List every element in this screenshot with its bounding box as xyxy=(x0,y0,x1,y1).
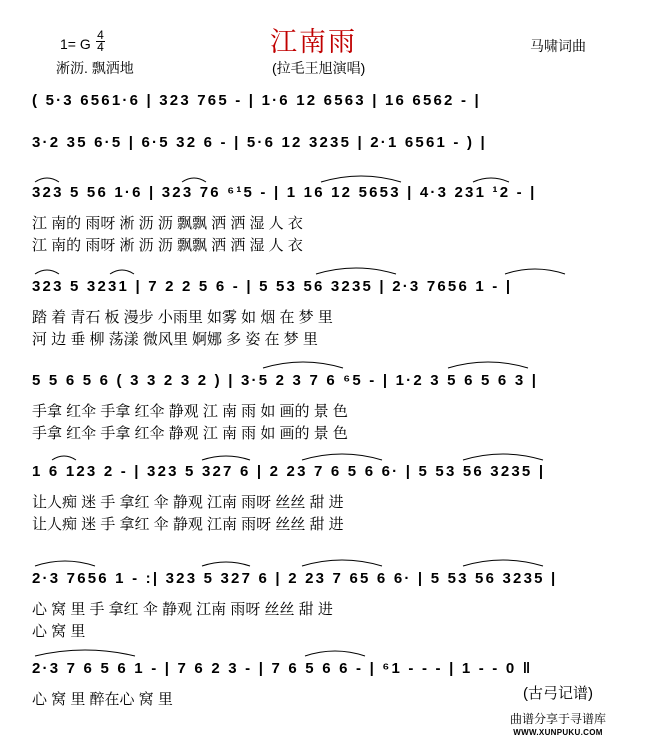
performer-credit: (拉毛王旭演唱) xyxy=(272,60,366,76)
lyric-line-1: 踏 着 青石 板 漫步 小雨里 如雾 如 烟 在 梦 里 xyxy=(32,309,333,326)
lyric-line-1: 手拿 红伞 手拿 红伞 静观 江 南 雨 如 画的 景 色 xyxy=(32,403,348,420)
slur-arc xyxy=(463,454,543,460)
notation-line: 323 5 56 1·6 | 323 76 ⁶¹5 - | 1 16 12 5653 | 4·3 231 ¹2 - | xyxy=(32,184,537,201)
slur-arc xyxy=(182,178,206,182)
slur-arc xyxy=(263,362,343,368)
slur-arc xyxy=(52,456,76,460)
slur-arc xyxy=(302,454,382,460)
song-title: 江南雨 xyxy=(270,27,357,57)
watermark-site-name: 曲谱分享于寻谱库 xyxy=(509,712,606,726)
slur-arc xyxy=(35,270,59,274)
time-signature-bottom: 4 xyxy=(97,40,104,54)
slur-arc xyxy=(473,178,509,182)
key-signature: 1= G xyxy=(60,36,91,52)
time-signature-top: 4 xyxy=(97,28,104,42)
slur-arc xyxy=(202,562,250,566)
lyric-line-1: 江 南的 雨呀 淅 沥 沥 飘飘 洒 洒 湿 人 衣 xyxy=(32,215,303,232)
slur-arc xyxy=(302,560,382,566)
watermark-url: WWW.XUNPUKU.COM xyxy=(513,728,603,737)
notation-line: 323 5 3231 | 7 2 2 5 6 - | 5 53 56 3235 | 2·3 7656 1 - | xyxy=(32,278,513,295)
slur-arc xyxy=(316,268,396,274)
slur-arc xyxy=(35,650,135,656)
lyric-line-2: 河 边 垂 柳 荡漾 微风里 婀娜 多 姿 在 梦 里 xyxy=(32,331,318,348)
lyric-line-2: 心 窝 里 xyxy=(32,623,86,640)
slur-arc xyxy=(321,176,401,182)
slur-arc xyxy=(305,651,365,656)
notation-line: 1 6 123 2 - | 323 5 327 6 | 2 23 7 6 5 6 6· | 5 53 56 3235 | xyxy=(32,463,546,480)
watermark-footer xyxy=(510,712,606,740)
slur-arc xyxy=(202,456,250,460)
lyric-line-1: 心 窝 里 手 拿红 伞 静观 江南 雨呀 丝丝 甜 进 xyxy=(32,601,333,618)
notation-line: 2·3 7 6 5 6 1 - | 7 6 2 3 - | 7 6 5 6 6 - | ⁶1 - - - | 1 - - 0 ‖ xyxy=(32,660,533,677)
time-signature xyxy=(96,30,105,53)
lyric-line-2: 手拿 红伞 手拿 红伞 静观 江 南 雨 如 画的 景 色 xyxy=(32,425,348,442)
lyric-line-1: 心 窝 里 醉在心 窝 里 xyxy=(32,691,173,708)
lyric-line-2: 江 南的 雨呀 淅 沥 沥 飘飘 洒 洒 湿 人 衣 xyxy=(32,237,303,254)
transcriber-credit: (古弓记谱) xyxy=(523,685,593,702)
slur-arc xyxy=(505,269,565,274)
notation-line: 2·3 7656 1 - :| 323 5 327 6 | 2 23 7 65 6 6· | 5 53 56 3235 | xyxy=(32,570,558,587)
slur-arc xyxy=(110,270,134,274)
notation-line: ( 5·3 6561·6 | 323 765 - | 1·6 12 6563 | 16 6562 - | xyxy=(32,92,481,109)
slur-arc xyxy=(35,178,59,182)
slur-arc xyxy=(448,362,528,368)
slur-arc xyxy=(463,560,543,566)
tempo-marking: 淅沥. 飘洒地 xyxy=(56,60,134,76)
slur-arc xyxy=(35,561,95,566)
lyric-line-1: 让人痴 迷 手 拿红 伞 静观 江南 雨呀 丝丝 甜 进 xyxy=(32,494,344,511)
lyric-line-2: 让人痴 迷 手 拿红 伞 静观 江南 雨呀 丝丝 甜 进 xyxy=(32,516,344,533)
composer-credit: 马啸词曲 xyxy=(530,38,586,54)
notation-line: 5 5 6 5 6 ( 3 3 2 3 2 ) | 3·5 2 3 7 6 ⁶5 - | 1·2 3 5 6 5 6 3 | xyxy=(32,372,539,389)
notation-line: 3·2 35 6·5 | 6·5 32 6 - | 5·6 12 3235 | 2·1 6561 - ) | xyxy=(32,134,487,151)
